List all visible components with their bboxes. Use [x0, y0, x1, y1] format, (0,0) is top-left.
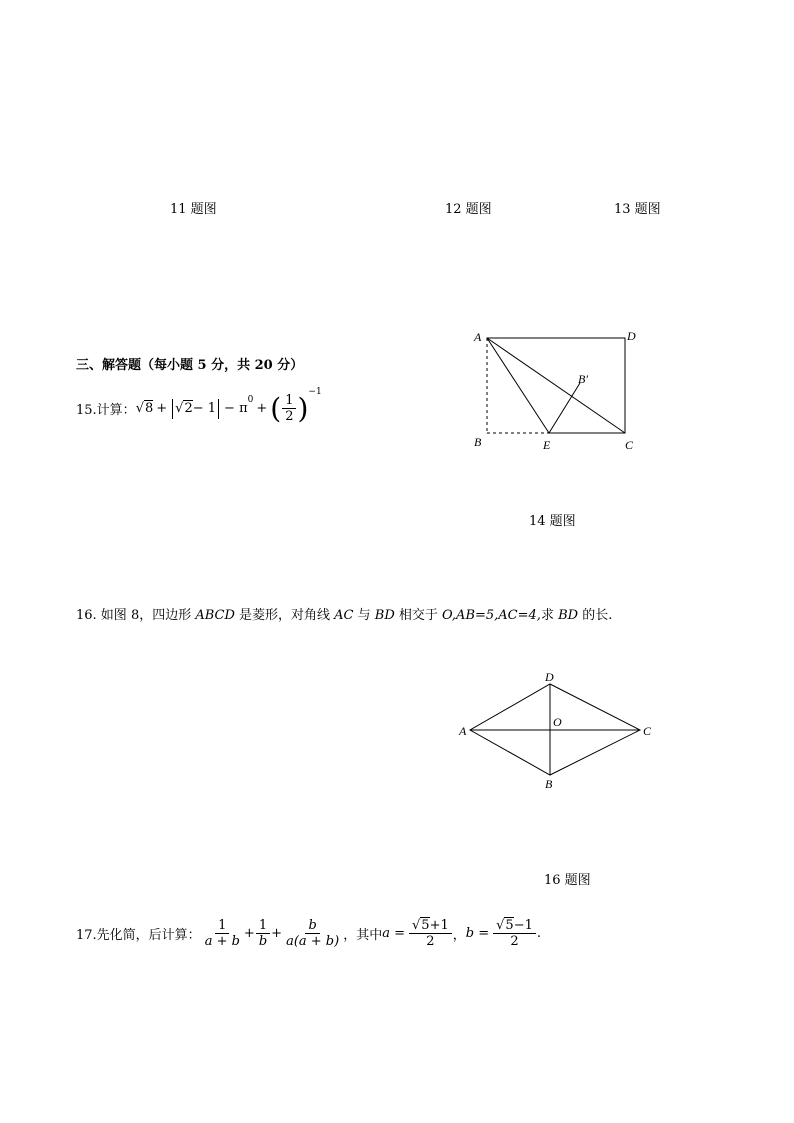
q17-a-equals: a = — [382, 926, 405, 941]
caption-fig-11: 11 题图 — [170, 202, 217, 217]
q17-prefix: 17.先化简，后计算： — [76, 928, 201, 943]
q17-end: . — [536, 926, 541, 941]
q15-plus1: + — [156, 401, 168, 416]
question-16: 16. 如图 8，四边形 ABCD 是菱形，对角线 AC 与 BD 相交于 O,AB=5,AC=4,求 BD 的长. — [76, 608, 613, 623]
fig16-label-d: D — [545, 670, 554, 684]
q15-exp: −1 — [308, 387, 322, 397]
fig16-label-a: A — [459, 724, 467, 738]
q15-sqrt8: √8 — [135, 401, 154, 416]
figure-16 — [455, 668, 660, 793]
q17-fraction-3: $\frac{b}{a(a + b)}$ — [286, 918, 340, 949]
fig14-label-b: B — [474, 435, 482, 449]
caption-fig-13: 13 题图 — [614, 202, 661, 217]
q17-separator: ， — [452, 928, 466, 943]
caption-fig-16: 16 题图 — [544, 873, 591, 888]
fig14-label-e: E — [543, 438, 551, 452]
fig14-label-c: C — [625, 438, 634, 452]
fig14-label-a: A — [474, 330, 482, 344]
section-title: 三、解答题（每小题 5 分，共 20 分） — [76, 358, 304, 373]
q15-prefix: 15.计算： — [76, 403, 136, 418]
caption-fig-14: 14 题图 — [529, 514, 576, 529]
q17-a-value: $\frac{√5+1}{2}$ — [409, 918, 452, 949]
q17-where: ，其中 — [343, 928, 383, 943]
question-15: 15.计算： √8 + √2 − 1 − π $^0$ + ( $\frac{1}{2}$ ) $^{-1}$ — [76, 387, 322, 425]
q15-minus-pi: − π — [224, 401, 248, 416]
q17-plus-1: + — [243, 926, 255, 941]
q15-plus2: + — [256, 401, 268, 416]
q17-b-value: $\frac{√5-1}{2}$ — [493, 918, 536, 949]
caption-fig-12: 12 题图 — [445, 202, 492, 217]
q15-pi-exp: 0 — [247, 395, 254, 405]
q15-minus1: − 1 — [192, 401, 217, 416]
fig14-diagonal-ac — [487, 338, 625, 433]
q17-b-equals: b = — [465, 926, 490, 941]
q17-plus-2: + — [271, 926, 283, 941]
fig14-label-d: D — [627, 329, 636, 343]
figure-14 — [470, 325, 640, 455]
fig14-segment-eb-prime — [549, 383, 580, 433]
q17-fraction-1: $\frac{1}{a + b}$ — [204, 918, 240, 949]
fig16-label-o: O — [553, 715, 562, 729]
q15-sqrt2: √2 — [175, 401, 193, 416]
fig16-label-b: B — [545, 777, 553, 791]
fig16-label-c: C — [643, 724, 652, 738]
question-17 — [76, 918, 541, 949]
q17-fraction-2: $\frac{1}{b}$ — [256, 918, 270, 949]
fig14-label-b-prime: B′ — [578, 372, 588, 386]
q15-half: $\frac{1}{2}$ — [282, 393, 296, 424]
fig14-segment-ae — [487, 338, 549, 433]
